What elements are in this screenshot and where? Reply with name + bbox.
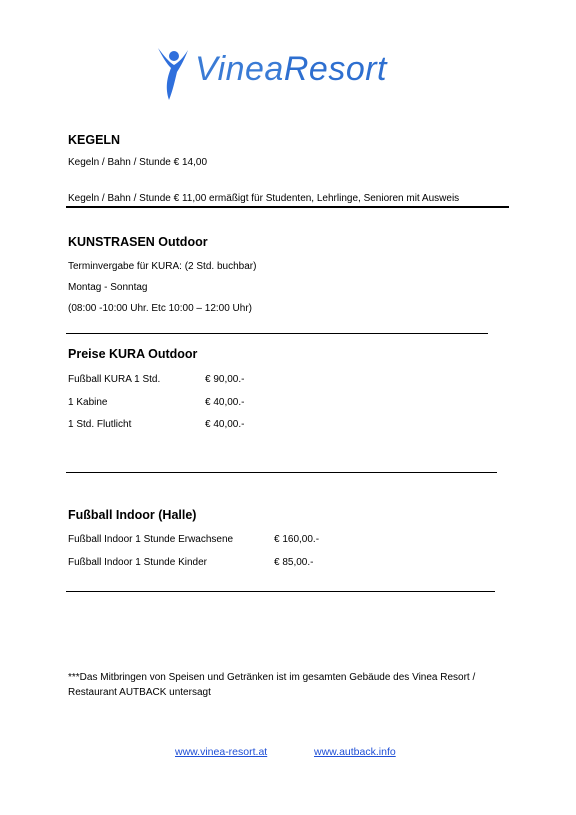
preise-kura-price-1: € 90,00.- <box>205 374 245 385</box>
logo <box>155 44 425 102</box>
kunstrasen-heading: KUNSTRASEN Outdoor <box>68 235 208 249</box>
vinea-resort-link[interactable]: www.vinea-resort.at <box>175 746 268 758</box>
fussball-indoor-price-2: € 85,00.- <box>274 557 314 568</box>
notice-line-2: Restaurant AUTBACK untersagt <box>68 687 211 698</box>
preise-kura-price-3: € 40,00.- <box>205 419 245 430</box>
preise-kura-label-3: 1 Std. Flutlicht <box>68 419 132 430</box>
fussball-indoor-label-1: Fußball Indoor 1 Stunde Erwachsene <box>68 534 234 545</box>
autback-link[interactable]: www.autback.info <box>314 746 396 758</box>
notice-line-1: ***Das Mitbringen von Speisen und Getränken ist im gesamten Gebäude des Vinea Resort / <box>68 672 476 683</box>
kegeln-line-1: Kegeln / Bahn / Stunde € 14,00 <box>68 157 207 168</box>
preise-kura-rule <box>66 472 497 473</box>
kegeln-rule <box>66 206 509 208</box>
fussball-indoor-heading: Fußball Indoor (Halle) <box>68 508 197 522</box>
fussball-indoor-price-1: € 160,00.- <box>274 534 320 545</box>
person-figure-icon <box>155 44 191 102</box>
preise-kura-heading: Preise KURA Outdoor <box>68 347 198 361</box>
kunstrasen-line-3: (08:00 -10:00 Uhr. Etc 10:00 – 12:00 Uhr) <box>68 303 252 314</box>
preise-kura-label-2: 1 Kabine <box>68 397 108 408</box>
logo-wordmark <box>195 50 387 89</box>
kunstrasen-line-1: Terminvergabe für KURA: (2 Std. buchbar) <box>68 261 257 272</box>
kegeln-line-2: Kegeln / Bahn / Stunde € 11,00 ermäßigt für Studenten, Lehrlinge, Senioren mit Ausweis <box>68 193 460 204</box>
logo-word-vinea: Vinea <box>195 50 284 88</box>
preise-kura-label-1: Fußball KURA 1 Std. <box>68 374 161 385</box>
kunstrasen-line-2: Montag - Sonntag <box>68 282 148 293</box>
fussball-indoor-label-2: Fußball Indoor 1 Stunde Kinder <box>68 557 207 568</box>
kunstrasen-rule <box>66 333 488 334</box>
logo-word-resort: Resort <box>283 50 387 88</box>
kegeln-heading: KEGELN <box>68 133 121 147</box>
preise-kura-price-2: € 40,00.- <box>205 397 245 408</box>
fussball-indoor-rule <box>66 591 495 592</box>
